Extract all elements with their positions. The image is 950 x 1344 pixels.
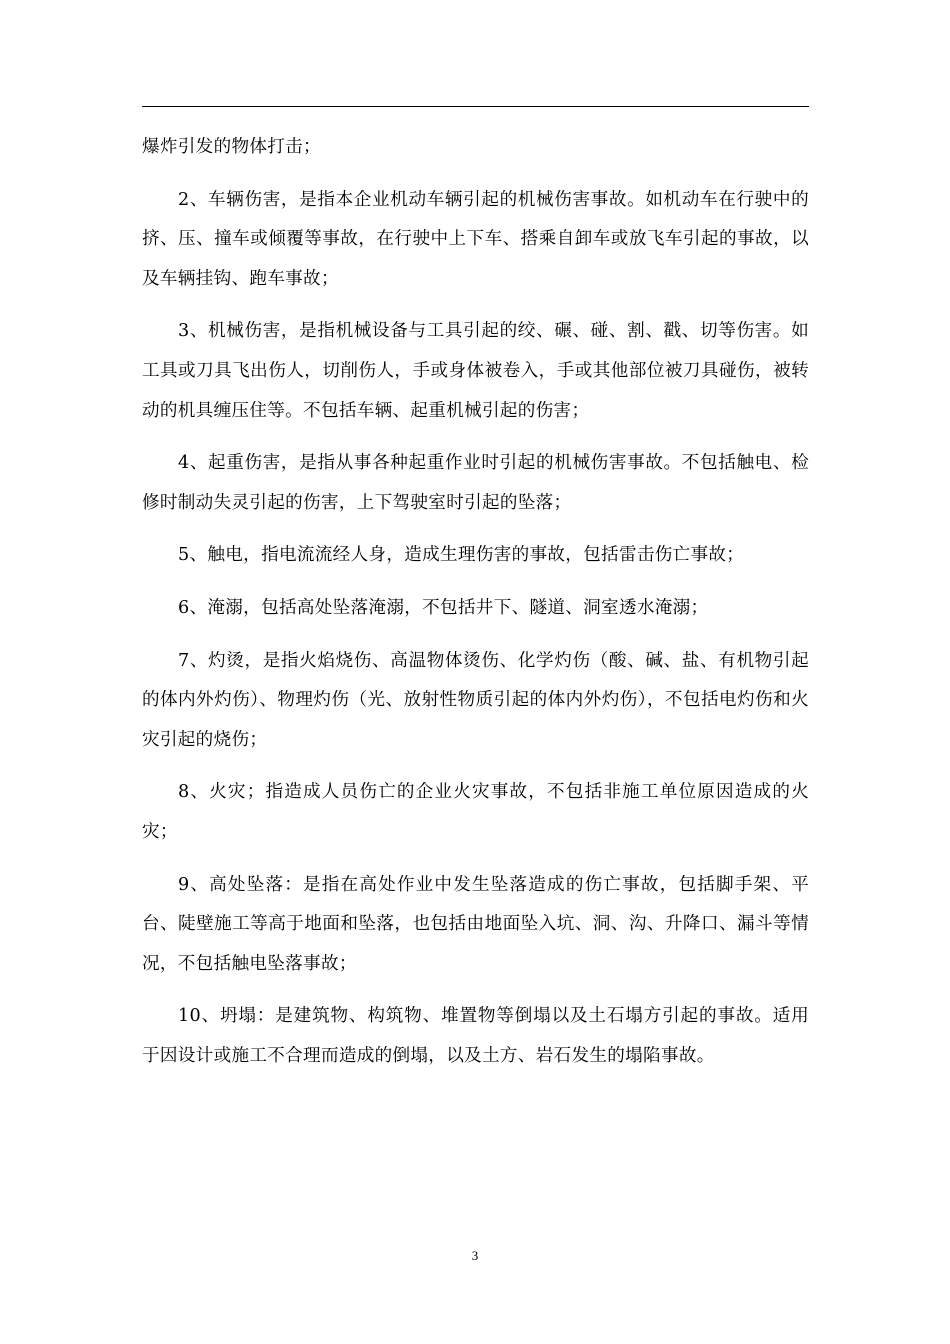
paragraph-fall-from-height: 9、高处坠落：是指在高处作业中发生坠落造成的伤亡事故，包括脚手架、平台、陡壁施工等高于地面和坠落，也包括由地面坠入坑、洞、沟、升降口、漏斗等情况，不包括触电坠落事故； xyxy=(142,874,809,974)
paragraph-fire: 8、火灾；指造成人员伤亡的企业火灾事故，不包括非施工单位原因造成的火灾； xyxy=(142,782,809,842)
document-body xyxy=(142,128,809,1089)
paragraph-lifting-injury: 4、起重伤害，是指从事各种起重作业时引起的机械伤害事故。不包括触电、检修时制动失灵引起的伤害，上下驾驶室时引起的坠落； xyxy=(142,453,809,513)
page-number: 3 xyxy=(471,1248,479,1263)
header-rule xyxy=(142,106,809,107)
paragraph-vehicle-injury: 2、车辆伤害，是指本企业机动车辆引起的机械伤害事故。如机动车在行驶中的挤、压、撞车或倾覆等事故，在行驶中上下车、搭乘自卸车或放飞车引起的事故，以及车辆挂钩、跑车事故； xyxy=(142,189,809,289)
paragraph-mechanical-injury: 3、机械伤害，是指机械设备与工具引起的绞、碾、碰、割、戳、切等伤害。如工具或刀具飞出伤人，切削伤人，手或身体被卷入，手或其他部位被刀具碰伤，被转动的机具缠压住等。不包括车辆、起重机械引起的伤害； xyxy=(142,321,809,421)
paragraph-electric-shock: 5、触电，指电流流经人身，造成生理伤害的事故，包括雷击伤亡事故； xyxy=(178,545,745,566)
paragraph-burns: 7、灼烫，是指火焰烧伤、高温物体烫伤、化学灼伤（酸、碱、盐、有机物引起的体内外灼伤）、物理灼伤（光、放射性物质引起的体内外灼伤），不包括电灼伤和火灾引起的烧伤； xyxy=(142,650,809,750)
paragraph-continuation: 爆炸引发的物体打击； xyxy=(142,137,321,157)
paragraph-drowning: 6、淹溺，包括高处坠落淹溺，不包括井下、隧道、洞室透水淹溺； xyxy=(178,597,709,618)
paragraph-collapse: 10、坍塌：是建筑物、构筑物、堆置物等倒塌以及土石塌方引起的事故。适用于因设计或施工不合理而造成的倒塌，以及土方、岩石发生的塌陷事故。 xyxy=(142,1006,809,1066)
